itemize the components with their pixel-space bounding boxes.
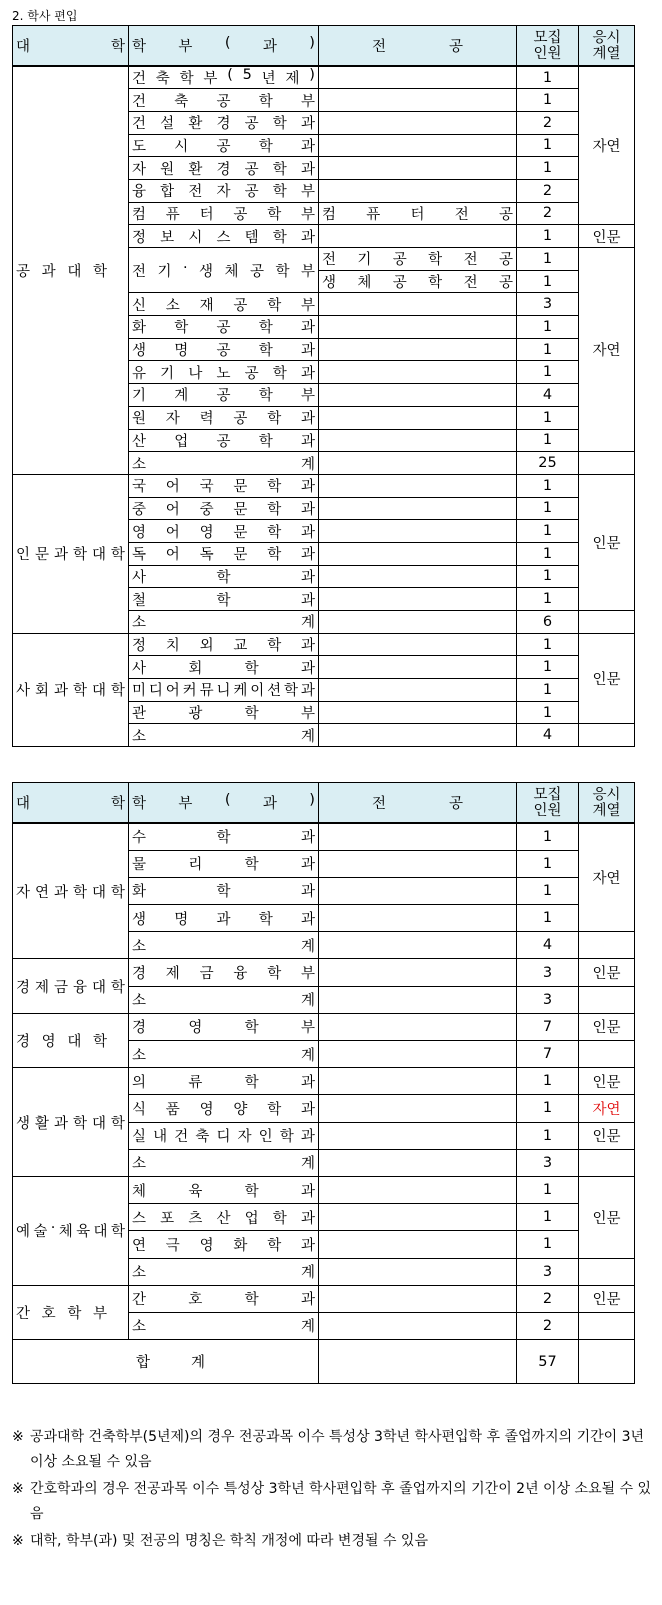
major-cell: [319, 1095, 517, 1122]
recruit-count: 1: [517, 66, 579, 89]
dept-name: 사 회 학 과: [132, 660, 315, 677]
major-cell: [319, 611, 517, 634]
recruit-count: 1: [517, 157, 579, 180]
recruit-count: 1: [517, 225, 579, 248]
dept-name: 도 시 공 학 과: [132, 138, 315, 155]
header-track-line2: 계열: [592, 802, 621, 819]
recruit-count: 6: [517, 611, 579, 634]
dept-name: 화 학 과: [132, 884, 315, 901]
major-cell: [319, 932, 517, 959]
track-cell: 인문: [579, 225, 635, 248]
table-row: [13, 1068, 635, 1095]
dept-name: 사 학 과: [132, 569, 315, 586]
track-cell: [579, 1312, 635, 1339]
header-dept-label: 학 부 ( 과 ): [132, 35, 315, 55]
dept-cell: [129, 157, 319, 180]
major-cell: [319, 850, 517, 877]
dept-name: 전 기 · 생 체 공 학 부: [132, 259, 315, 280]
dept-cell: [129, 497, 319, 520]
track-cell: 인문: [579, 1176, 635, 1258]
major-cell: [319, 1149, 517, 1176]
track-cell: 인문: [579, 474, 635, 610]
recruit-count: 2: [517, 111, 579, 134]
major-cell: [319, 316, 517, 339]
major-cell: [319, 1231, 517, 1258]
track-cell: [579, 1149, 635, 1176]
header-recruit-line1: 모집: [533, 786, 562, 803]
univ-name: 간 호 학 부: [16, 1305, 107, 1322]
major-cell: [319, 877, 517, 904]
major-cell: [319, 656, 517, 679]
univ-cell: [13, 1013, 129, 1067]
recruit-count: 3: [517, 986, 579, 1013]
recruit-count: 1: [517, 542, 579, 565]
dept-name: 건 축 학 부 ( 5 년 제 ): [132, 67, 315, 88]
dept-cell: [129, 202, 319, 225]
dept-cell: [129, 361, 319, 384]
dept-name: 컴 퓨 터 공 학 부: [132, 206, 315, 223]
major-cell: [319, 111, 517, 134]
major-cell: [319, 701, 517, 724]
major-cell: [319, 633, 517, 656]
dept-cell: [129, 1095, 319, 1122]
table-row: [13, 633, 635, 656]
recruit-count: 4: [517, 932, 579, 959]
major-cell: [319, 1312, 517, 1339]
recruit-count: 4: [517, 384, 579, 407]
recruit-count: 3: [517, 1258, 579, 1285]
table-row: [13, 66, 635, 89]
note-text: 대학, 학부(과) 및 전공의 명칭은 학칙 개정에 따라 변경될 수 있음: [30, 1533, 428, 1549]
table-row: [13, 1176, 635, 1203]
major-cell: [319, 179, 517, 202]
major-cell: [319, 157, 517, 180]
major-cell: [319, 542, 517, 565]
total-track: [579, 1340, 635, 1384]
track-cell: [579, 1041, 635, 1068]
recruit-count: 1: [517, 905, 579, 932]
recruit-count: 3: [517, 959, 579, 986]
dept-cell: [129, 656, 319, 679]
major-cell: [319, 225, 517, 248]
subtotal-label: 소 계: [132, 938, 315, 955]
dept-cell: [129, 679, 319, 702]
dept-cell: [129, 588, 319, 611]
univ-name: 공 과 대 학: [16, 263, 107, 280]
dept-name: 생 명 공 학 과: [132, 343, 315, 360]
univ-cell: [13, 1176, 129, 1285]
table-row: [13, 823, 635, 850]
dept-cell: [129, 338, 319, 361]
recruit-count: 4: [517, 724, 579, 747]
dept-cell: [129, 724, 319, 747]
dept-name: 경 제 금 융 학 부: [132, 966, 315, 983]
subtotal-label: 소 계: [132, 1265, 315, 1282]
major-cell: [319, 89, 517, 112]
dept-name: 미 디 어 커 뮤 니 케 이 션 학 과: [132, 683, 315, 700]
major-cell: [319, 406, 517, 429]
major-cell: [319, 1204, 517, 1231]
univ-cell: [13, 1068, 129, 1177]
dept-cell: [129, 959, 319, 986]
dept-name: 신 소 재 공 학 부: [132, 297, 315, 314]
major-cell: [319, 202, 517, 225]
table-header-row: [13, 26, 635, 67]
header-recruit-line2: 인원: [533, 45, 562, 62]
major-cell: [319, 520, 517, 543]
recruit-count: 3: [517, 293, 579, 316]
dept-name: 산 업 공 학 과: [132, 433, 315, 450]
subtotal-label: 소 계: [132, 1156, 315, 1173]
header-track-line1: 응시: [592, 786, 621, 803]
reference-mark-icon: ※: [12, 1481, 24, 1497]
track-cell: 인문: [579, 1013, 635, 1040]
major-cell: [319, 474, 517, 497]
dept-name: 생 명 과 학 과: [132, 911, 315, 928]
header-univ-label: 대 학: [16, 39, 125, 55]
major-cell: [319, 959, 517, 986]
dept-cell: [129, 474, 319, 497]
dept-name: 스 포 츠 산 업 학 과: [132, 1210, 315, 1227]
dept-cell: [129, 1231, 319, 1258]
recruit-count: 7: [517, 1013, 579, 1040]
dept-cell: [129, 1013, 319, 1040]
recruit-count: 2: [517, 202, 579, 225]
total-recruit: 57: [517, 1340, 579, 1384]
header-track-line2: 계열: [592, 45, 621, 62]
dept-name: 정 보 시 스 템 학 과: [132, 229, 315, 246]
subtotal-label: 소 계: [132, 1047, 315, 1064]
header-recruit-line1: 모집: [533, 29, 562, 46]
header-recruit: [517, 26, 579, 67]
univ-name: 경 영 대 학: [16, 1034, 107, 1050]
dept-name: 체 육 학 과: [132, 1183, 315, 1200]
major-cell: [319, 679, 517, 702]
track-cell: [579, 932, 635, 959]
header-univ-label: 대 학: [16, 796, 125, 812]
dept-cell: [129, 701, 319, 724]
dept-cell: [129, 406, 319, 429]
subtotal-label: 소 계: [132, 1319, 315, 1336]
recruit-count: 1: [517, 429, 579, 452]
header-track-line1: 응시: [592, 29, 621, 46]
track-cell: 인문: [579, 1285, 635, 1312]
recruit-count: 1: [517, 1204, 579, 1231]
dept-name: 정 치 외 교 학 과: [132, 638, 315, 655]
recruit-count: 1: [517, 1095, 579, 1122]
major-cell: [319, 565, 517, 588]
major-cell: [319, 248, 517, 271]
header-recruit-line2: 인원: [533, 802, 562, 819]
total-row: [13, 1340, 635, 1384]
track-cell: [579, 1258, 635, 1285]
dept-cell: [129, 850, 319, 877]
dept-cell: [129, 611, 319, 634]
track-cell: 인문: [579, 1122, 635, 1149]
header-track: [579, 783, 635, 824]
header-major: [319, 26, 517, 67]
recruit-count: 1: [517, 1122, 579, 1149]
univ-cell: [13, 633, 129, 746]
major-cell: [319, 361, 517, 384]
major-cell: [319, 724, 517, 747]
recruit-count: 1: [517, 1068, 579, 1095]
univ-cell: [13, 1285, 129, 1339]
dept-cell: [129, 932, 319, 959]
dept-name: 수 학 과: [132, 830, 315, 847]
section-title: 2. 학사 편입: [12, 9, 78, 23]
dept-cell: [129, 633, 319, 656]
dept-name: 영 어 영 문 학 과: [132, 524, 315, 541]
reference-mark-icon: ※: [12, 1533, 24, 1549]
recruit-count: 1: [517, 823, 579, 850]
dept-name: 경 영 학 부: [132, 1020, 315, 1037]
dept-name: 간 호 학 과: [132, 1292, 315, 1309]
subtotal-label: 소 계: [132, 728, 315, 745]
track-cell: 인문: [579, 1068, 635, 1095]
univ-name: 예 술 · 체 육 대 학: [16, 1220, 125, 1241]
major-name: 컴 퓨 터 전 공: [322, 206, 513, 223]
header-univ: [13, 26, 129, 67]
dept-cell: [129, 452, 319, 475]
admission-table-1: [12, 25, 635, 747]
dept-name: 화 학 공 학 과: [132, 320, 315, 337]
track-cell: [579, 452, 635, 475]
recruit-count: 1: [517, 406, 579, 429]
dept-name: 국 어 국 문 학 과: [132, 479, 315, 496]
recruit-count: 1: [517, 656, 579, 679]
recruit-count: 2: [517, 1312, 579, 1339]
major-cell: [319, 497, 517, 520]
note-item: [12, 1477, 652, 1527]
total-major-cell: [319, 1340, 517, 1384]
dept-name: 기 계 공 학 부: [132, 388, 315, 405]
dept-name: 연 극 영 화 학 과: [132, 1237, 315, 1254]
dept-cell: [129, 542, 319, 565]
major-cell: [319, 986, 517, 1013]
track-cell: 인문: [579, 633, 635, 724]
recruit-count: 1: [517, 679, 579, 702]
header-track: [579, 26, 635, 67]
track-cell: [579, 611, 635, 634]
recruit-count: 1: [517, 474, 579, 497]
recruit-count: 1: [517, 877, 579, 904]
dept-cell: [129, 1122, 319, 1149]
dept-name: 자 원 환 경 공 학 과: [132, 161, 315, 178]
dept-name: 독 어 독 문 학 과: [132, 547, 315, 564]
dept-cell: [129, 89, 319, 112]
dept-cell: [129, 823, 319, 850]
univ-name: 자 연 과 학 대 학: [16, 884, 125, 901]
recruit-count: 1: [517, 497, 579, 520]
recruit-count: 1: [517, 89, 579, 112]
major-cell: [319, 270, 517, 293]
subtotal-label: 소 계: [132, 456, 315, 473]
univ-cell: [13, 823, 129, 959]
major-cell: [319, 1258, 517, 1285]
track-cell: 인문: [579, 959, 635, 986]
dept-cell: [129, 986, 319, 1013]
table-row: [13, 1285, 635, 1312]
dept-cell: [129, 179, 319, 202]
univ-name: 생 활 과 학 대 학: [16, 1115, 125, 1132]
recruit-count: 1: [517, 701, 579, 724]
total-label-cell: [13, 1340, 319, 1384]
major-cell: [319, 1041, 517, 1068]
dept-cell: [129, 384, 319, 407]
recruit-count: 1: [517, 316, 579, 339]
table-row: [13, 1013, 635, 1040]
subtotal-label: 소 계: [132, 993, 315, 1010]
track-cell: 자연: [579, 248, 635, 452]
track-cell: 자연: [579, 1095, 635, 1122]
dept-cell: [129, 111, 319, 134]
subtotal-label: 소 계: [132, 615, 315, 632]
univ-name: 인 문 과 학 대 학: [16, 547, 125, 564]
univ-cell: [13, 66, 129, 474]
dept-name: 융 합 전 자 공 학 부: [132, 184, 315, 201]
major-cell: [319, 823, 517, 850]
dept-cell: [129, 248, 319, 293]
recruit-count: 7: [517, 1041, 579, 1068]
admission-table-2: [12, 782, 635, 1384]
major-cell: [319, 134, 517, 157]
dept-cell: [129, 1204, 319, 1231]
dept-cell: [129, 1258, 319, 1285]
recruit-count: 1: [517, 248, 579, 271]
dept-name: 건 설 환 경 공 학 과: [132, 116, 315, 133]
major-cell: [319, 1122, 517, 1149]
note-item: [12, 1425, 652, 1475]
major-cell: [319, 429, 517, 452]
recruit-count: 25: [517, 452, 579, 475]
recruit-count: 2: [517, 1285, 579, 1312]
recruit-count: 1: [517, 633, 579, 656]
major-name: 생 체 공 학 전 공: [322, 275, 513, 292]
dept-cell: [129, 520, 319, 543]
table-header-row: [13, 783, 635, 824]
major-cell: [319, 588, 517, 611]
recruit-count: 3: [517, 1149, 579, 1176]
header-major-label: 전 공: [372, 39, 463, 55]
dept-cell: [129, 225, 319, 248]
dept-cell: [129, 877, 319, 904]
dept-name: 중 어 중 문 학 과: [132, 501, 315, 518]
dept-cell: [129, 293, 319, 316]
header-recruit: [517, 783, 579, 824]
recruit-count: 2: [517, 179, 579, 202]
header-dept: [129, 26, 319, 67]
dept-cell: [129, 1176, 319, 1203]
dept-cell: [129, 1041, 319, 1068]
dept-name: 원 자 력 공 학 과: [132, 411, 315, 428]
dept-name: 건 축 공 학 부: [132, 93, 315, 110]
major-name: 전 기 공 학 전 공: [322, 252, 513, 269]
dept-cell: [129, 134, 319, 157]
table-row: [13, 474, 635, 497]
recruit-count: 1: [517, 270, 579, 293]
major-cell: [319, 384, 517, 407]
dept-cell: [129, 565, 319, 588]
header-univ: [13, 783, 129, 824]
univ-cell: [13, 474, 129, 633]
major-cell: [319, 905, 517, 932]
notes-section: [12, 1425, 652, 1554]
note-text: 간호학과의 경우 전공과목 이수 특성상 3학년 학사편입학 후 졸업까지의 기간이 2년 이상 소요될 수 있음: [30, 1481, 652, 1522]
track-cell: 자연: [579, 66, 635, 225]
major-cell: [319, 1285, 517, 1312]
univ-name: 경 제 금 융 대 학: [16, 979, 125, 996]
dept-cell: [129, 1068, 319, 1095]
recruit-count: 1: [517, 588, 579, 611]
header-major: [319, 783, 517, 824]
recruit-count: 1: [517, 338, 579, 361]
header-dept: [129, 783, 319, 824]
recruit-count: 1: [517, 565, 579, 588]
univ-cell: [13, 959, 129, 1013]
dept-cell: [129, 905, 319, 932]
track-cell: 자연: [579, 823, 635, 932]
header-dept-label: 학 부 ( 과 ): [132, 792, 315, 812]
dept-cell: [129, 1312, 319, 1339]
major-cell: [319, 1176, 517, 1203]
major-cell: [319, 1068, 517, 1095]
major-cell: [319, 293, 517, 316]
dept-cell: [129, 66, 319, 89]
recruit-count: 1: [517, 1231, 579, 1258]
table-row: [13, 959, 635, 986]
dept-name: 관 광 학 부: [132, 706, 315, 723]
dept-cell: [129, 1285, 319, 1312]
recruit-count: 1: [517, 361, 579, 384]
recruit-count: 1: [517, 850, 579, 877]
dept-name: 물 리 학 과: [132, 857, 315, 874]
track-cell: [579, 724, 635, 747]
header-major-label: 전 공: [372, 796, 463, 812]
recruit-count: 1: [517, 1176, 579, 1203]
dept-name: 식 품 영 양 학 과: [132, 1101, 315, 1118]
major-cell: [319, 66, 517, 89]
reference-mark-icon: ※: [12, 1429, 24, 1445]
dept-cell: [129, 316, 319, 339]
note-item: [12, 1529, 652, 1554]
recruit-count: 1: [517, 520, 579, 543]
dept-name: 철 학 과: [132, 592, 315, 609]
dept-name: 유 기 나 노 공 학 과: [132, 365, 315, 382]
major-cell: [319, 452, 517, 475]
dept-name: 실 내 건 축 디 자 인 학 과: [132, 1129, 315, 1146]
total-label: 합 계: [136, 1355, 205, 1372]
dept-name: 의 류 학 과: [132, 1074, 315, 1091]
dept-cell: [129, 1149, 319, 1176]
track-cell: [579, 986, 635, 1013]
major-cell: [319, 1013, 517, 1040]
univ-name: 사 회 과 학 대 학: [16, 683, 125, 700]
note-text: 공과대학 건축학부(5년제)의 경우 전공과목 이수 특성상 3학년 학사편입학 후 졸업까지의 기간이 3년 이상 소요될 수 있음: [30, 1429, 645, 1470]
dept-cell: [129, 429, 319, 452]
recruit-count: 1: [517, 134, 579, 157]
major-cell: [319, 338, 517, 361]
